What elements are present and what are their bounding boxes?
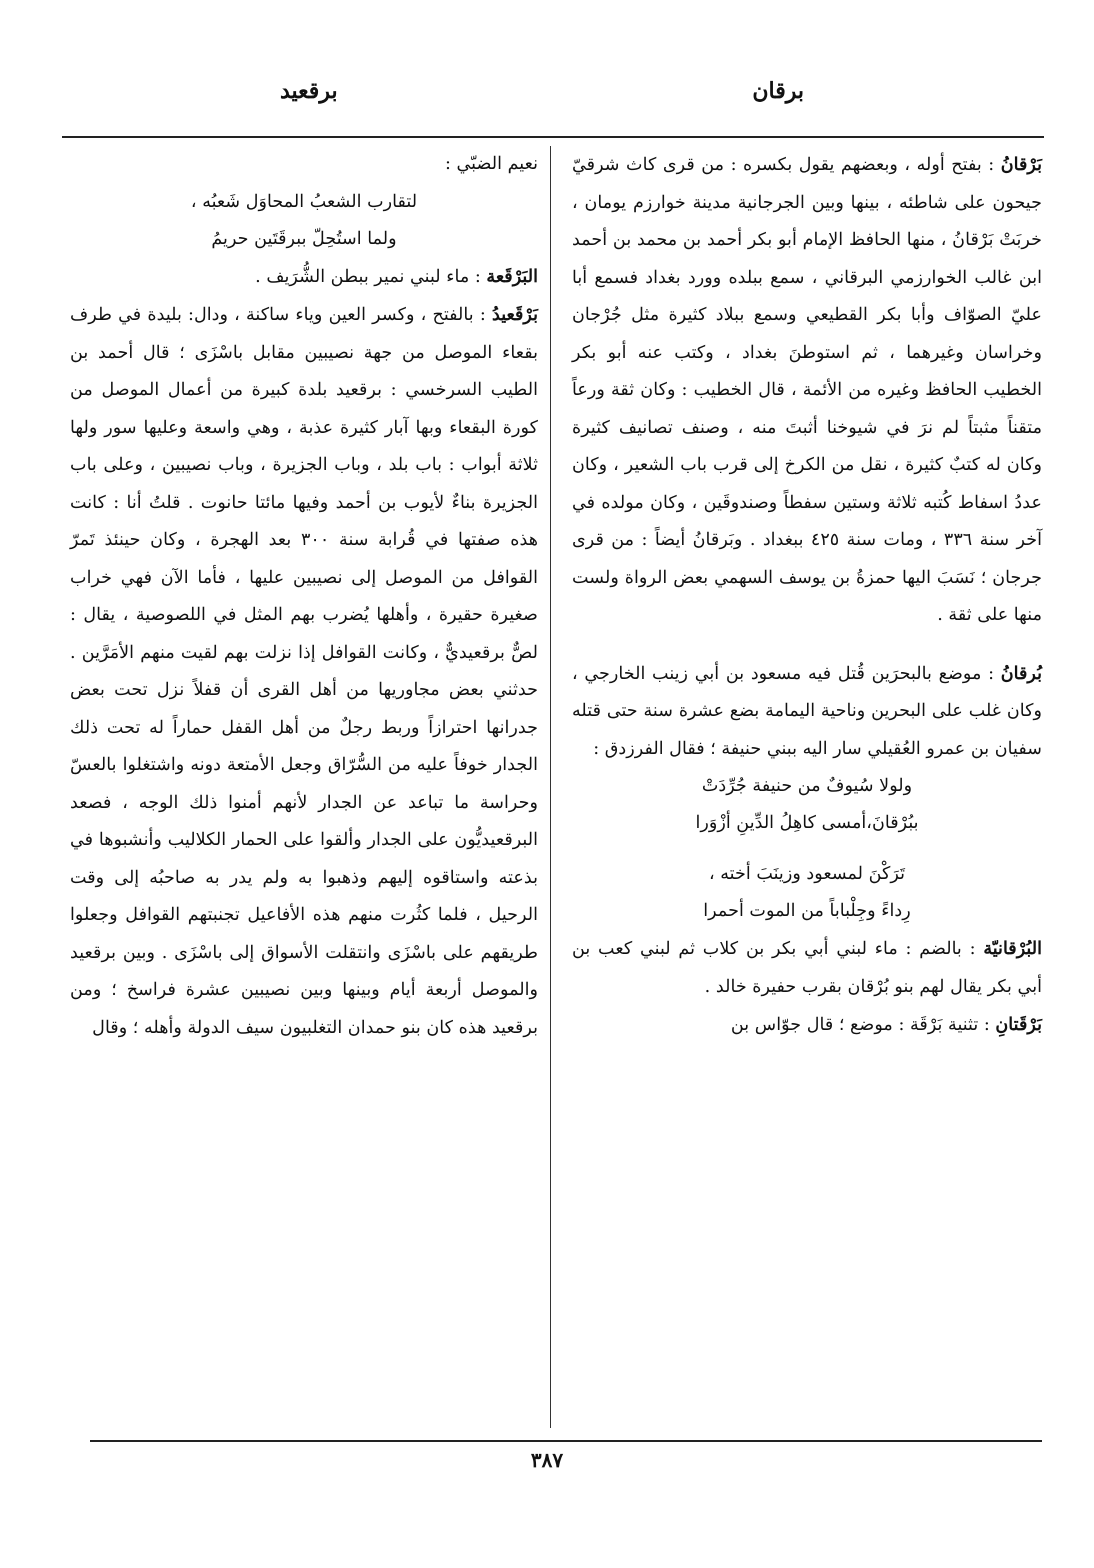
- verse-gap: [572, 842, 1042, 856]
- entry-headword: البُرْقانيّة: [983, 938, 1042, 959]
- footer-rule: [90, 1440, 1042, 1442]
- continuation-text: نعيم الضبّي :: [445, 154, 538, 174]
- entry-headword: بَرْقانُ: [1000, 154, 1042, 175]
- entry-burqan-1: [572, 146, 1042, 635]
- running-head-left: برقعيد: [280, 78, 338, 104]
- verse-line: لتقارب الشعبُ المحاوَل شَعبُه ،: [190, 191, 418, 212]
- entry-burqaniyya: [572, 930, 1042, 1006]
- entry-headword: البَرْقَعة: [486, 265, 538, 287]
- verse-line: ولما استُحِلّ ببرقَتَين حريمُ: [211, 228, 397, 249]
- entry-gap: [572, 635, 1042, 655]
- page-number: ٣٨٧: [530, 1448, 564, 1472]
- verse-line: ببُرْقانَ،أمسى كاهِلُ الدِّينِ أزْوَرا: [695, 813, 919, 833]
- entry-burqan-2: [572, 655, 1042, 769]
- entry-headword: بُرقانُ: [1000, 662, 1042, 684]
- entry-text: : ماء لبني نمير ببطن الشُّرَيف .: [255, 266, 481, 287]
- right-column: [572, 146, 1042, 1045]
- entry-text: : بالضم : ماء لبني أبي بكر بن كلاب ثم لبني كعب بن أبي بكر يقال لهم بنو بُرْقان بقرب حفيرة خالد .: [572, 939, 1042, 997]
- entry-text: : بفتح أوله ، وبعضهم يقول بكسره : من قرى كاث شرقيّ جيحون على شاطئه ، بينها وبين الجرجانية مدينة خوارزم يومان ، خربَتْ بَرْقانُ ، منها الحافظ الإمام أبو بكر أحمد بن محمد بن أحمد ابن غالب الخوارزمي البرقاني ، سمع ببلده وورد بغداد فسمع أبا عليّ الصوّاف وأبا بكر القطيعي وسمع ببلاد كثيرة مثل جُرْجان وخراسان وغيرهما ، ثم استوطنَ بغداد ، وكتب عنه أبو بكر الخطيب الحافظ وغيره من الأئمة ، قال الخطيب : وكان ثقة ورعاً متقناً مثبتاً لم نرَ في شيوخنا أثبتَ منه ، وصنف تصانيف كثيرة وكان له كتبٌ كثيرة ، نقل من الكرخ إلى قرب باب الشعير ، وكان عددُ اسفاط كُتبه ثلاثة وستين سفطاً وصندوقَين ، وكان مولده في آخر سنة ٣٣٦ ، ومات سنة ٤٢٥ ببغداد . وبَرقانُ أيضاً : من قرى جرجان ؛ نَسَبَ اليها حمزةُ بن يوسف السهمي بعض الرواة ولست منها على ثقة .: [572, 155, 1042, 625]
- left-column: [70, 146, 538, 1047]
- verse-line: ولولا سُيوفٌ من حنيفة جُرِّدَتْ: [701, 776, 913, 796]
- entry-headword: بَرْقَعيدُ: [491, 304, 539, 325]
- entry-barqaa: [70, 258, 538, 297]
- entry-text: : موضع بالبحرَين قُتل فيه مسعود بن أبي زينب الخارجي ، وكان غلب على البحرين وناحية اليمامة بضع عشرة سنة حتى قتله سفيان بن عمرو العُقيلي سار اليه ببني حنيفة ؛ فقال الفرزدق :: [572, 663, 1042, 759]
- entry-text: : بالفتح ، وكسر العين وياء ساكنة ، ودال: بليدة في طرف بقعاء الموصل من جهة نصيبين مقابل باسْزَى ؛ قال أحمد بن الطيب السرخسي : برقعيد بلدة كبيرة من أعمال الموصل من كورة البقعاء وبها آبار كثيرة عذبة ، وهي واسعة وعليها سور ولها ثلاثة أبواب : باب بلد ، وباب الجزيرة ، وباب نصيبين ، وعلى باب الجزيرة بناءٌ لأيوب بن أحمد وفيها مائتا حانوت . قلتُ أنا : كانت هذه صفتها في قُرابة سنة ٣٠٠ بعد الهجرة ، وكان حينئذ تَمرّ القوافل من الموصل إلى نصيبين عليها ، فأما الآن فهي خراب صغيرة حقيرة ، وأهلها يُضرب بهم المثل في اللصوصية ، يقال : لصٌّ برقعيديٌّ ، وكانت القوافل إذا نزلت بهم لقيت منهم الأمَرَّين . حدثني بعض مجاوريها من أهل القرى أن قفلاً نزل تحت بعض جدرانها احترازاً وربط رجلٌ من أهل القفل حماراً له تحت ذلك الجدار خوفاً عليه من السُّرّاق وجعل الأمتعة دونه واشتغلوا بالعسّ وحراسة ما تباعد عن الجدار لأنهم أمنوا ذلك الوجه ، فصعد البرقعيديُّون على الجدار وألقوا على الحمار الكلاليب وأنشبوها في بذعته واستاقوه إليهم وذهبوا به ولم يدر به صاحبُه إلى وقت الرحيل ، فلما كثُرت منهم هذه الأفاعيل تجنبتهم القوافل وجعلوا طريقهم على باسْزَى وانتقلت الأسواق إلى باسْزَى . وبين برقعيد والموصل أربعة أيام وبينها وبين نصيبين عشرة فراسخ ؛ ومن برقعيد هذه كان بنو حمدان التغلبيون سيف الدولة وأهله ؛ وقال: [70, 305, 538, 1038]
- column-divider: [550, 146, 551, 1428]
- verse-line: رِداءً وجِلْباباً من الموت أحمرا: [703, 901, 911, 921]
- verse-line: تَرَكْنَ لمسعود وزينَبَ أخته ،: [708, 864, 906, 884]
- running-head-right: برقان: [752, 78, 804, 104]
- entry-barqatan: [572, 1006, 1042, 1045]
- header-rule: [62, 136, 1044, 138]
- entry-text: : تثنية بَرْقَة : موضع ؛ قال جوّاس بن: [730, 1015, 990, 1035]
- entry-headword: بَرْقَتانِ: [995, 1014, 1042, 1035]
- entry-barqaid: [70, 296, 538, 1047]
